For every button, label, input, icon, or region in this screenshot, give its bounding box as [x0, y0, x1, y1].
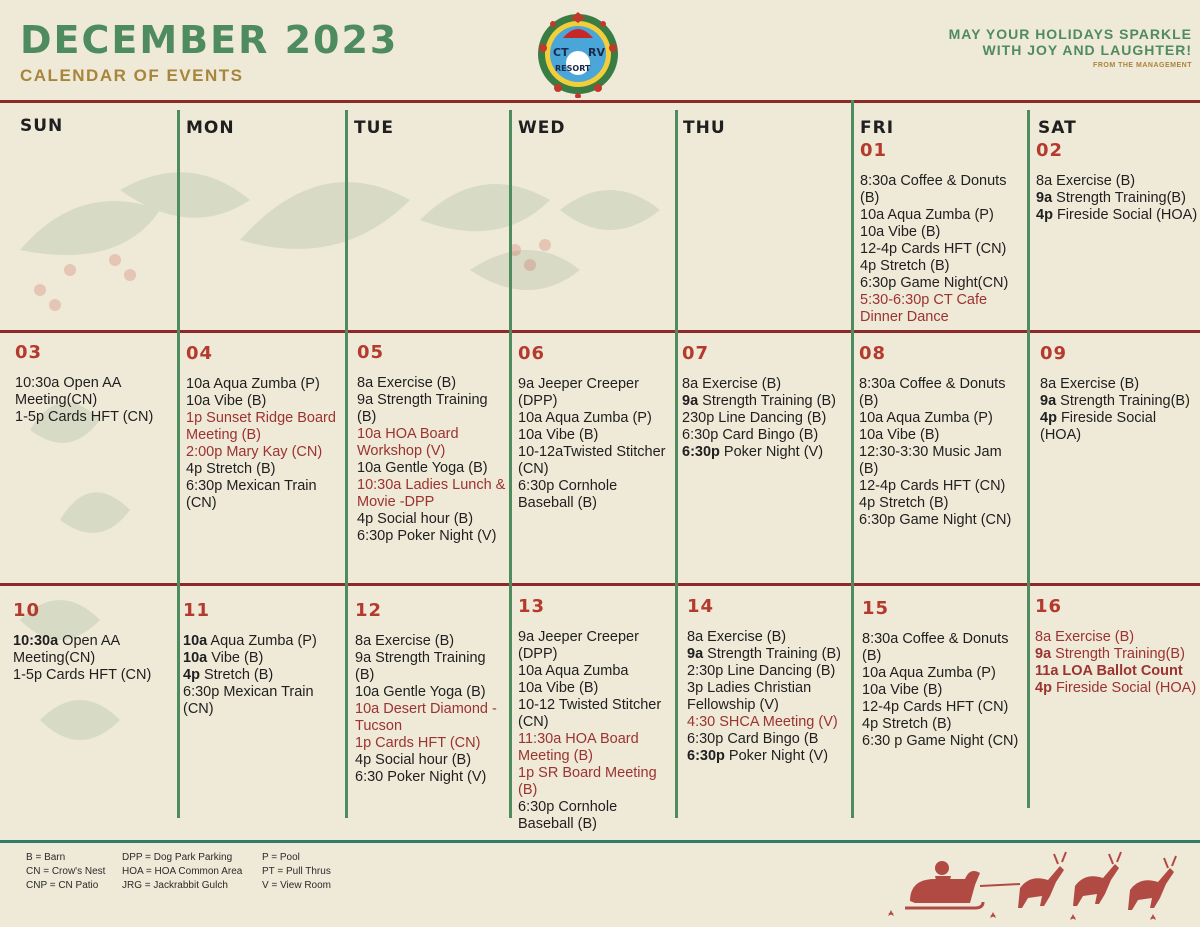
- event-item: [687, 680, 847, 714]
- event-text: 2:00p Mary Kay (CN): [186, 444, 323, 460]
- event-item: [183, 684, 338, 718]
- day-number: 10: [13, 600, 41, 621]
- event-text: 12-4p Cards HFT (CN): [859, 478, 1006, 494]
- event-item: [355, 684, 505, 701]
- page-title: DECEMBER 2023: [20, 18, 399, 62]
- event-item: [860, 224, 1025, 241]
- calendar-day: [518, 596, 675, 833]
- legend-item: CNP = CN Patio: [26, 880, 99, 891]
- event-item: [13, 633, 168, 667]
- event-item: [518, 697, 675, 731]
- event-item: [13, 667, 168, 684]
- event-item: [355, 735, 505, 752]
- event-text: 10:30a Ladies Lunch & Movie -DPP: [357, 477, 506, 510]
- event-time: 9a: [1040, 393, 1057, 409]
- day-header-wed: WED: [518, 118, 566, 138]
- event-item: [357, 375, 507, 392]
- day-header-thu: THU: [683, 118, 726, 138]
- event-time: 10a: [183, 650, 208, 666]
- event-text: 12:30-3:30 Music Jam (B): [859, 444, 1002, 477]
- event-text: 1p Cards HFT (CN): [355, 735, 481, 751]
- event-text: 10a Aqua Zumba (P): [518, 410, 652, 426]
- day-number: 09: [1040, 343, 1068, 364]
- event-text: 5:30-6:30p CT Cafe Dinner Dance: [860, 292, 988, 325]
- event-item: [1040, 410, 1190, 444]
- grid-col-line: [509, 110, 512, 818]
- event-text: 1p Sunset Ridge Board Meeting (B): [186, 410, 336, 443]
- event-time: 9a: [1036, 190, 1053, 206]
- event-text: 10a Vibe (B): [859, 427, 940, 443]
- event-item: [862, 631, 1027, 665]
- event-text: 8a Exercise (B): [682, 376, 782, 392]
- calendar-day: [357, 342, 507, 545]
- page-subtitle: CALENDAR OF EVENTS: [20, 66, 244, 85]
- holiday-greeting: [872, 26, 1192, 58]
- event-text: Strength Training(B): [1052, 190, 1186, 206]
- event-item: [518, 680, 675, 697]
- calendar-day: [682, 343, 842, 461]
- event-item: [682, 444, 842, 461]
- event-item: [859, 495, 1024, 512]
- calendar-day: [355, 600, 505, 786]
- event-text: 10a Aqua Zumba (P): [860, 207, 994, 223]
- event-text: 6:30p Cornhole Baseball (B): [518, 799, 618, 832]
- calendar-day: [1040, 343, 1190, 444]
- event-item: [1036, 207, 1200, 224]
- event-item: [687, 646, 847, 663]
- event-time: 4p: [1036, 207, 1053, 223]
- legend-column: [122, 851, 242, 893]
- event-text: 6:30 Poker Night (V): [355, 769, 487, 785]
- event-text: 4p Social hour (B): [357, 511, 474, 527]
- event-text: Vibe (B): [207, 650, 264, 666]
- event-text: 6:30p Mexican Train (CN): [186, 478, 317, 511]
- event-item: [1035, 663, 1198, 680]
- event-time: 9a: [682, 393, 699, 409]
- day-number: 05: [357, 342, 385, 363]
- day-number: 03: [15, 342, 43, 363]
- day-number: 12: [355, 600, 383, 621]
- event-item: [862, 665, 1027, 682]
- legend-item: V = View Room: [262, 880, 332, 891]
- event-item: [186, 410, 341, 444]
- event-text: 8:30a Coffee & Donuts (B): [862, 631, 1009, 664]
- event-text: 9a Strength Training (B): [357, 392, 488, 425]
- logo-text-2: RV: [588, 46, 605, 59]
- event-item: [357, 392, 507, 426]
- grid-col-line: [675, 110, 678, 818]
- event-text: 4p Stretch (B): [186, 461, 276, 477]
- legend-item: B = Barn: [26, 852, 66, 863]
- event-item: [860, 292, 1025, 326]
- event-item: [518, 444, 668, 478]
- event-text: 10a Aqua Zumba (P): [859, 410, 993, 426]
- event-item: [859, 427, 1024, 444]
- event-item: [682, 427, 842, 444]
- event-item: [687, 663, 847, 680]
- event-text: 1p SR Board Meeting (B): [518, 765, 657, 798]
- event-text: 9a Strength Training (B): [355, 650, 486, 683]
- event-time: 10a: [183, 633, 208, 649]
- event-time: 9a: [687, 646, 704, 662]
- grid-col-line: [851, 100, 854, 818]
- event-text: 8:30a Coffee & Donuts (B): [859, 376, 1006, 409]
- event-item: [687, 748, 847, 765]
- legend-column: [262, 851, 331, 893]
- event-text: 8a Exercise (B): [1040, 376, 1140, 392]
- event-text: 9a Jeeper Creeper (DPP): [518, 629, 639, 662]
- event-item: [860, 241, 1025, 258]
- event-item: [687, 731, 847, 748]
- legend-column: [26, 851, 105, 893]
- event-text: Open AA Meeting(CN): [13, 633, 120, 666]
- legend-item: CN = Crow's Nest: [26, 866, 106, 877]
- day-number: 11: [183, 600, 211, 621]
- event-item: [859, 512, 1024, 529]
- grid-line-row-2: [0, 330, 1200, 333]
- day-number: 02: [1036, 140, 1064, 161]
- from-management: FROM THE MANAGEMENT: [1093, 62, 1192, 69]
- event-item: [186, 478, 341, 512]
- event-text: 6:30p Mexican Train (CN): [183, 684, 314, 717]
- legend-item: DPP = Dog Park Parking: [122, 852, 233, 863]
- event-text: 10a Gentle Yoga (B): [355, 684, 486, 700]
- event-text: 4p Stretch (B): [860, 258, 950, 274]
- event-item: [1036, 190, 1200, 207]
- event-time: 6:30p: [682, 444, 720, 460]
- event-item: [518, 629, 675, 663]
- event-text: 10a Vibe (B): [518, 427, 599, 443]
- event-time: 10:30a: [13, 633, 59, 649]
- event-text: Strength Training(B): [1051, 646, 1185, 662]
- event-item: [1036, 173, 1200, 190]
- event-text: Strength Training (B): [703, 646, 841, 662]
- grid-line-top: [0, 100, 1200, 103]
- footer-divider: [0, 840, 1200, 843]
- event-text: Aqua Zumba (P): [207, 633, 317, 649]
- event-item: [1035, 629, 1198, 646]
- event-item: [518, 765, 675, 799]
- event-item: [859, 444, 1024, 478]
- calendar-day: [860, 140, 1025, 326]
- day-header-tue: TUE: [354, 118, 395, 138]
- event-item: [183, 667, 338, 684]
- event-text: 10a Vibe (B): [518, 680, 599, 696]
- event-item: [682, 393, 842, 410]
- event-item: [357, 528, 507, 545]
- event-text: 10a HOA Board Workshop (V): [357, 426, 459, 459]
- event-text: 10a Aqua Zumba (P): [862, 665, 996, 681]
- event-text: 1-5p Cards HFT (CN): [15, 409, 154, 425]
- grid-col-line: [177, 110, 180, 818]
- event-time: 9a: [1035, 646, 1052, 662]
- legend-item: JRG = Jackrabbit Gulch: [122, 880, 228, 891]
- event-text: Strength Training (B): [698, 393, 836, 409]
- event-text: Fireside Social (HOA): [1052, 207, 1198, 223]
- event-item: [860, 173, 1025, 207]
- event-text: 8a Exercise (B): [1035, 629, 1135, 645]
- event-item: [518, 478, 668, 512]
- event-text: 11:30a HOA Board Meeting (B): [518, 731, 639, 764]
- day-number: 07: [682, 343, 710, 364]
- event-item: [1040, 376, 1190, 393]
- event-item: [357, 511, 507, 528]
- day-number: 08: [859, 343, 887, 364]
- event-item: [355, 752, 505, 769]
- event-item: [355, 633, 505, 650]
- grid-line-row-3: [0, 583, 1200, 586]
- event-item: [186, 444, 341, 461]
- event-item: [357, 460, 507, 477]
- event-item: [518, 663, 675, 680]
- event-item: [355, 701, 505, 735]
- event-item: [1035, 646, 1198, 663]
- event-item: [518, 427, 668, 444]
- event-text: 4p Stretch (B): [859, 495, 949, 511]
- calendar-day: [687, 596, 847, 765]
- event-text: Poker Night (V): [719, 444, 824, 460]
- calendar-day: [518, 343, 668, 512]
- event-text: 4p Social hour (B): [355, 752, 472, 768]
- greeting-line-1: MAY YOUR HOLIDAYS SPARKLE: [948, 26, 1192, 42]
- logo-text-3: RESORT: [555, 64, 591, 73]
- event-item: [860, 275, 1025, 292]
- calendar-day: [1035, 596, 1198, 697]
- event-item: [859, 410, 1024, 427]
- grid-col-line: [345, 110, 348, 818]
- event-text: 6:30p Cornhole Baseball (B): [518, 478, 618, 511]
- event-item: [355, 769, 505, 786]
- calendar-day: [15, 342, 165, 426]
- legend-item: HOA = HOA Common Area: [122, 866, 243, 877]
- event-item: [518, 410, 668, 427]
- day-header-sun: SUN: [20, 116, 64, 136]
- day-number: 14: [687, 596, 715, 617]
- event-item: [1040, 393, 1190, 410]
- event-text: 12-4p Cards HFT (CN): [860, 241, 1007, 257]
- day-number: 01: [860, 140, 888, 161]
- day-number: 13: [518, 596, 546, 617]
- day-number: 16: [1035, 596, 1063, 617]
- event-text: Fireside Social (HOA): [1040, 410, 1157, 443]
- event-text: Fireside Social (HOA): [1051, 680, 1197, 696]
- calendar-day: [862, 598, 1027, 750]
- event-item: [1035, 680, 1198, 697]
- event-text: 10a Vibe (B): [860, 224, 941, 240]
- event-item: [687, 714, 847, 731]
- event-item: [518, 731, 675, 765]
- event-item: [862, 682, 1027, 699]
- event-item: [15, 375, 165, 409]
- event-item: [859, 478, 1024, 495]
- event-item: [183, 650, 338, 667]
- event-text: 10a Gentle Yoga (B): [357, 460, 488, 476]
- event-text: 10a Aqua Zumba: [518, 663, 629, 679]
- event-item: [357, 426, 507, 460]
- event-item: [862, 699, 1027, 716]
- calendar-day: [859, 343, 1024, 529]
- day-header-fri: FRI: [860, 118, 895, 138]
- event-text: Strength Training(B): [1056, 393, 1190, 409]
- resort-logo: [533, 8, 623, 98]
- event-text: 6:30p Poker Night (V): [357, 528, 497, 544]
- event-item: [682, 376, 842, 393]
- event-text: 10a Aqua Zumba (P): [186, 376, 320, 392]
- calendar-day: [1036, 140, 1200, 224]
- event-text: 10-12aTwisted Stitcher (CN): [518, 444, 666, 477]
- event-text: 2:30p Line Dancing (B): [687, 663, 836, 679]
- greeting-line-2: WITH JOY AND LAUGHTER!: [982, 42, 1192, 58]
- day-number: 06: [518, 343, 546, 364]
- event-item: [682, 410, 842, 427]
- event-item: [183, 633, 338, 650]
- logo-text-1: CT: [553, 46, 569, 59]
- event-text: 12-4p Cards HFT (CN): [862, 699, 1009, 715]
- event-text: 230p Line Dancing (B): [682, 410, 827, 426]
- calendar-day: [183, 600, 338, 718]
- event-time: 4p: [1040, 410, 1057, 426]
- event-item: [355, 650, 505, 684]
- event-text: 10-12 Twisted Stitcher (CN): [518, 697, 662, 730]
- event-text: 8a Exercise (B): [687, 629, 787, 645]
- event-text: 10:30a Open AA Meeting(CN): [15, 375, 121, 408]
- day-number: 15: [862, 598, 890, 619]
- day-header-sat: SAT: [1038, 118, 1077, 138]
- event-text: 6:30 p Game Night (CN): [862, 733, 1019, 749]
- event-text: 8:30a Coffee & Donuts (B): [860, 173, 1007, 206]
- event-time: 4p: [1035, 680, 1052, 696]
- event-item: [518, 799, 675, 833]
- event-text: 10a Vibe (B): [862, 682, 943, 698]
- event-text: 6:30p Game Night (CN): [859, 512, 1012, 528]
- event-text: 4p Stretch (B): [862, 716, 952, 732]
- calendar-day: [186, 343, 341, 512]
- event-text: 10a Vibe (B): [186, 393, 267, 409]
- grid-col-line: [1027, 110, 1030, 808]
- event-item: [687, 629, 847, 646]
- event-text: 9a Jeeper Creeper (DPP): [518, 376, 639, 409]
- event-item: [186, 376, 341, 393]
- event-text: 6:30p Card Bingo (B): [682, 427, 819, 443]
- event-item: [518, 376, 668, 410]
- event-item: [859, 376, 1024, 410]
- calendar-day: [13, 600, 168, 684]
- event-item: [357, 477, 507, 511]
- event-text: 8a Exercise (B): [1036, 173, 1136, 189]
- event-text: 8a Exercise (B): [355, 633, 455, 649]
- event-text: 6:30p Card Bingo (B: [687, 731, 819, 747]
- event-item: [860, 258, 1025, 275]
- event-item: [862, 733, 1027, 750]
- event-time: 6:30p: [687, 748, 725, 764]
- event-item: [186, 393, 341, 410]
- event-item: [15, 409, 165, 426]
- event-item: [186, 461, 341, 478]
- event-text: 6:30p Game Night(CN): [860, 275, 1009, 291]
- legend-item: P = Pool: [262, 852, 300, 863]
- event-time: 4p: [183, 667, 200, 683]
- event-text: 4:30 SHCA Meeting (V): [687, 714, 838, 730]
- event-text: Stretch (B): [199, 667, 274, 683]
- day-header-mon: MON: [186, 118, 235, 138]
- legend-item: PT = Pull Thrus: [262, 866, 331, 877]
- day-number: 04: [186, 343, 214, 364]
- event-time: 11a LOA Ballot Count: [1035, 663, 1183, 679]
- event-text: 10a Desert Diamond - Tucson: [355, 701, 497, 734]
- event-item: [860, 207, 1025, 224]
- event-text: Poker Night (V): [724, 748, 829, 764]
- event-text: 3p Ladies Christian Fellowship (V): [687, 680, 812, 713]
- event-text: 8a Exercise (B): [357, 375, 457, 391]
- event-text: 1-5p Cards HFT (CN): [13, 667, 152, 683]
- event-item: [862, 716, 1027, 733]
- santa-sleigh-icon: [880, 846, 1195, 926]
